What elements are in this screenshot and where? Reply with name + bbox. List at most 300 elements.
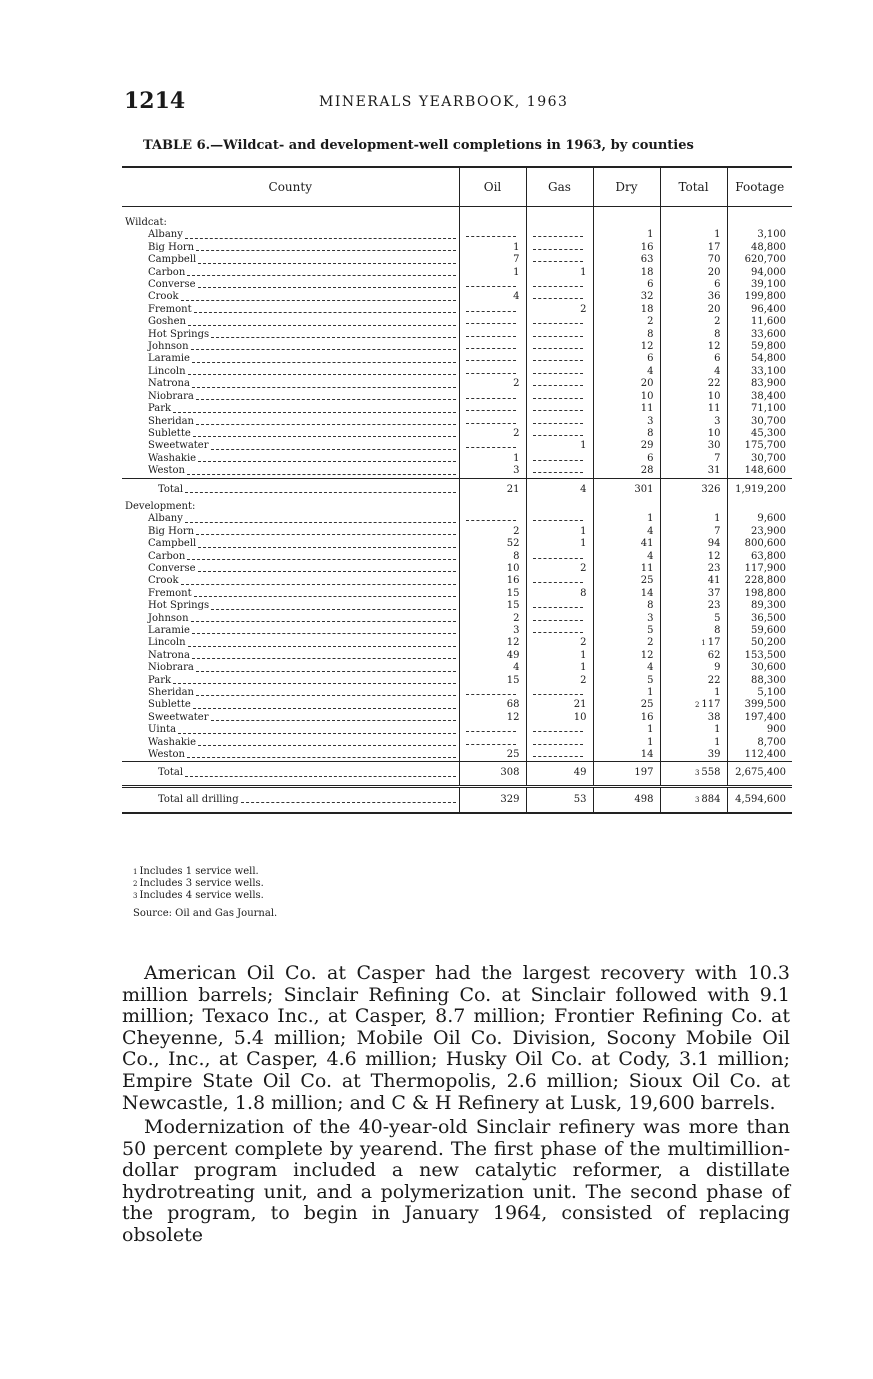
cell-value: 23 [707,562,721,574]
col-header-oil: Oil [459,167,526,207]
cell-value: 7 [513,254,520,266]
value-cell [660,662,727,674]
value-cell [727,267,792,279]
cell-value: 5 [647,674,654,686]
value-cell [727,600,792,612]
value-cell [660,737,727,749]
empty-cell [459,341,526,353]
value-cell [727,588,792,600]
value-cell [727,341,792,353]
county-label: Johnson [148,341,189,353]
county-cell [122,650,459,662]
county-label: Carbon [148,266,186,278]
county-cell [122,254,459,266]
cell-value: 12 [707,341,721,353]
value-cell [660,478,727,501]
cell-value: 10 [640,390,654,402]
value-cell [593,551,660,563]
cell-value: 96,400 [751,303,786,315]
value-cell [727,478,792,501]
value-cell [593,465,660,478]
value-cell [660,613,727,625]
value-cell [727,551,792,563]
cell-value: 1 [513,452,520,464]
county-cell [122,391,459,403]
cell-value: 1 [714,736,721,748]
empty-cell [526,428,593,440]
table-row [122,650,792,662]
footnote: $^1$ Includes 1 service well. [133,866,259,877]
value-cell [660,600,727,612]
county-cell [122,600,459,612]
table-row [122,551,792,563]
value-cell [727,737,792,749]
table-row [122,687,792,699]
value-cell [660,242,727,254]
county-label: Lincoln [148,637,186,649]
value-cell [459,662,526,674]
value-cell [660,762,727,786]
county-cell [122,316,459,328]
county-label: Albany [148,229,183,241]
cell-value: 2 [714,316,721,328]
county-label: Uinta [148,724,177,736]
cell-value: 4 [647,365,654,377]
cell-value: 32 [640,291,654,303]
cell-value: 197,400 [744,711,786,723]
cell-value: 4,594,600 [735,793,786,805]
cell-value: 1 [580,538,587,550]
empty-cell [459,329,526,341]
value-cell [593,254,660,266]
value-cell [526,267,593,279]
value-cell [660,465,727,478]
value-cell [660,637,727,649]
cell-value: 4 [513,662,520,674]
cell-value: 2 [647,316,654,328]
table-row [122,737,792,749]
value-cell [459,699,526,711]
cell-value: 12 [640,341,654,353]
cell-value: 3 [513,465,520,477]
footnotes [133,866,264,902]
value-cell [593,279,660,291]
value-cell [660,538,727,550]
running-title: MINERALS YEARBOOK, 1963 [319,94,569,110]
value-cell [593,453,660,465]
cell-value: 33,600 [751,328,786,340]
cell-value: 49 [506,649,520,661]
county-cell [122,242,459,254]
value-cell [727,453,792,465]
value-cell [727,687,792,699]
county-label: Laramie [148,625,190,636]
cell-value: 1 [513,241,520,253]
county-label: Goshen [148,316,186,328]
cell-value: 117 [701,699,721,711]
value-cell [593,316,660,328]
table-row [122,304,792,316]
value-cell [727,575,792,587]
cell-value: 6 [647,452,654,464]
county-label: Carbon [148,550,186,562]
table-row [122,465,792,478]
value-cell [593,440,660,452]
cell-value: 2 [580,562,587,574]
footnote-ref: 3 [694,795,700,804]
total-row [122,762,792,786]
county-label: Washakie [148,452,197,464]
cell-value: 21 [573,699,587,711]
cell-value: 12 [640,649,654,661]
empty-cell [459,353,526,365]
county-label: Sublette [148,427,191,439]
cell-value: 30 [707,440,721,452]
value-cell [593,478,660,501]
cell-value: 17 [707,241,721,253]
cell-value: 50,200 [751,637,786,649]
col-header-total: Total [660,167,727,207]
body-paragraph: Modernization of the 40-year-old Sinclair refinery was more than 50 percent complete by yearend. The first phase of the multimillion-dollar program included a new catalytic reformer, a distillate hydrotreating unit, and a polymerization unit. The second phase of the program, to begin in January 1964, consisted of replacing obsolete [122,1116,790,1246]
value-cell [459,637,526,649]
empty-cell [459,737,526,749]
cell-value: 1 [647,724,654,736]
table-row [122,341,792,353]
cell-value: 20 [707,303,721,315]
cell-value: 228,800 [744,575,786,587]
value-cell [660,341,727,353]
value-cell [526,637,593,649]
cell-value: 2,675,400 [735,767,786,779]
value-cell [459,575,526,587]
value-cell [526,304,593,316]
value-cell [459,465,526,478]
value-cell [526,786,593,813]
county-cell [122,737,459,749]
value-cell [727,513,792,525]
cell-value: 10 [707,427,721,439]
value-cell [593,786,660,813]
cell-value: 117,900 [744,562,786,574]
value-cell [660,650,727,662]
cell-value: 197 [634,767,654,779]
value-cell [727,304,792,316]
value-cell [593,526,660,538]
county-label: Sheridan [148,415,194,427]
empty-cell [459,403,526,415]
cell-value: 6 [647,279,654,291]
cell-value: 6 [714,279,721,291]
table-row [122,254,792,266]
cell-value: 1 [580,440,587,452]
cell-value: 11,600 [751,316,786,328]
value-cell [459,428,526,440]
county-cell [122,563,459,575]
table-row [122,538,792,550]
value-cell [593,625,660,637]
cell-value: 48,800 [751,241,786,253]
cell-value: 301 [634,483,654,495]
value-cell [660,724,727,736]
county-cell [122,662,459,674]
cell-value: 62 [707,649,721,661]
col-header-county: County [122,167,459,207]
value-cell [526,650,593,662]
cell-value: 8 [714,625,721,636]
value-cell [727,749,792,762]
table-row [122,267,792,279]
county-label: Sublette [148,699,191,711]
value-cell [727,440,792,452]
value-cell [593,242,660,254]
value-cell [727,675,792,687]
table-row [122,291,792,303]
cell-value: 308 [500,767,520,779]
value-cell [593,724,660,736]
empty-cell [526,600,593,612]
cell-value: 900 [766,724,786,736]
value-cell [660,687,727,699]
empty-cell [526,687,593,699]
county-cell [122,291,459,303]
empty-cell [526,254,593,266]
cell-value: 70 [707,254,721,266]
county-cell [122,279,459,291]
empty-cell [459,229,526,241]
cell-value: 4 [513,291,520,303]
empty-cell [526,575,593,587]
table-row [122,575,792,587]
empty-cell [526,316,593,328]
cell-value: 14 [640,587,654,599]
value-cell [459,625,526,637]
value-cell [660,267,727,279]
empty-cell [526,391,593,403]
table-row [122,662,792,674]
empty-cell [459,687,526,699]
cell-value: 94,000 [751,266,786,278]
county-cell [122,440,459,452]
value-cell [660,513,727,525]
cell-value: 884 [701,793,721,805]
cell-value: 8 [513,550,520,562]
value-cell [727,279,792,291]
county-cell [122,724,459,736]
county-cell [122,538,459,550]
value-cell [459,762,526,786]
cell-value: 41 [640,538,654,550]
value-cell [660,786,727,813]
cell-value: 83,900 [751,378,786,390]
value-cell [727,416,792,428]
value-cell [727,786,792,813]
cell-value: 1 [580,525,587,537]
value-cell [459,478,526,501]
cell-value: 22 [707,378,721,390]
empty-cell [459,416,526,428]
value-cell [660,378,727,390]
value-cell [727,316,792,328]
county-cell [122,526,459,538]
cell-value: 326 [701,483,721,495]
value-cell [593,650,660,662]
value-cell [727,724,792,736]
county-label: Albany [148,513,183,525]
empty-cell [526,341,593,353]
cell-value: 558 [701,767,721,779]
cell-value: 8,700 [757,736,786,748]
cell-value: 1,919,200 [735,483,786,495]
value-cell [660,329,727,341]
cell-value: 41 [707,575,721,587]
county-label: Total [158,483,184,495]
value-cell [526,588,593,600]
value-cell [727,538,792,550]
table-row [122,391,792,403]
value-cell [727,428,792,440]
cell-value: 25 [640,575,654,587]
empty-cell [459,279,526,291]
value-cell [660,551,727,563]
cell-value: 12 [506,637,520,649]
empty-cell [526,453,593,465]
table-row [122,440,792,452]
value-cell [727,650,792,662]
cell-value: 2 [580,303,587,315]
cell-value: 63 [640,254,654,266]
table-row [122,329,792,341]
county-cell [122,625,459,637]
cell-value: 31 [707,465,721,477]
value-cell [727,526,792,538]
value-cell [660,575,727,587]
cell-value: 1 [714,687,721,699]
col-header-gas: Gas [526,167,593,207]
county-cell [122,403,459,415]
county-cell [122,229,459,241]
page-number: 1214 [124,88,186,114]
cell-value: 620,700 [744,254,786,266]
value-cell [593,675,660,687]
cell-value: 21 [506,483,520,495]
county-cell [122,551,459,563]
value-cell [727,229,792,241]
cell-value: 1 [580,662,587,674]
value-cell [660,403,727,415]
county-label: Campbell [148,254,197,266]
county-label: Weston [148,465,185,477]
table-row [122,600,792,612]
table-row [122,242,792,254]
county-cell [122,353,459,365]
footnote-ref: 2 [694,701,700,710]
value-cell [660,440,727,452]
cell-value: 20 [707,266,721,278]
cell-value: 15 [506,600,520,612]
table-row [122,416,792,428]
value-cell [593,391,660,403]
cell-value: 1 [714,513,721,525]
footnote: $^2$ Includes 3 service wells. [133,878,264,889]
county-label: Park [148,674,172,686]
cell-value: 17 [707,637,721,649]
value-cell [459,242,526,254]
value-cell [660,229,727,241]
cell-value: 2 [513,378,520,390]
value-cell [727,699,792,711]
value-cell [727,254,792,266]
value-cell [593,600,660,612]
cell-value: 49 [573,767,587,779]
empty-cell [526,613,593,625]
value-cell [660,291,727,303]
county-cell [122,378,459,390]
empty-cell [526,403,593,415]
value-cell [459,650,526,662]
empty-cell [526,749,593,762]
cell-value: 2 [647,637,654,649]
value-cell [727,613,792,625]
cell-value: 6 [714,353,721,365]
cell-value: 20 [640,378,654,390]
cell-value: 1 [580,649,587,661]
cell-value: 30,700 [751,415,786,427]
cell-value: 11 [707,403,721,415]
cell-value: 94 [707,538,721,550]
county-label: Crook [148,575,179,587]
cell-value: 4 [647,662,654,674]
cell-value: 800,600 [744,538,786,550]
table-row [122,563,792,575]
county-label: Big Horn [148,241,195,253]
section-label: Wildcat: [125,217,167,228]
cell-value: 8 [647,427,654,439]
cell-value: 199,800 [744,291,786,303]
value-cell [727,712,792,724]
cell-value: 198,800 [744,587,786,599]
value-cell [660,279,727,291]
cell-value: 16 [640,241,654,253]
county-cell [122,786,459,813]
value-cell [593,267,660,279]
well-completions-table [122,166,792,814]
cell-value: 15 [506,587,520,599]
county-label: Total all drilling [158,793,239,805]
cell-value: 18 [640,266,654,278]
cell-value: 1 [714,724,721,736]
value-cell [727,625,792,637]
empty-cell [526,551,593,563]
value-cell [593,291,660,303]
body-paragraph: American Oil Co. at Casper had the largest recovery with 10.3 million barrels; Sinclair Refining Co. at Sinclair followed with 9.1 million; Texaco Inc., at Casper, 8.7 million; Frontier Refining Co. at Cheyenne, 5.4 million; Mobile Oil Co. Division, Socony Mobile Oil Co., Inc., at Casper, 4.6 million; Husky Oil Co. at Cody, 3.1 million; Empire State Oil Co. at Thermopolis, 2.6 million; Sioux Oil Co. at Newcastle, 1.8 million; and C & H Refinery at Lusk, 19,600 barrels. [122,962,790,1114]
footnote-ref: 3 [694,769,700,778]
county-label: Campbell [148,538,197,550]
cell-value: 30,700 [751,452,786,464]
county-label: Sweetwater [148,440,209,452]
value-cell [660,366,727,378]
table-header-row [122,167,792,207]
value-cell [660,428,727,440]
empty-cell [526,353,593,365]
table-row [122,613,792,625]
value-cell [459,563,526,575]
cell-value: 36,500 [751,612,786,624]
value-cell [593,637,660,649]
value-cell [593,353,660,365]
empty-cell [459,724,526,736]
cell-value: 329 [500,793,520,805]
cell-value: 5,100 [757,687,786,699]
